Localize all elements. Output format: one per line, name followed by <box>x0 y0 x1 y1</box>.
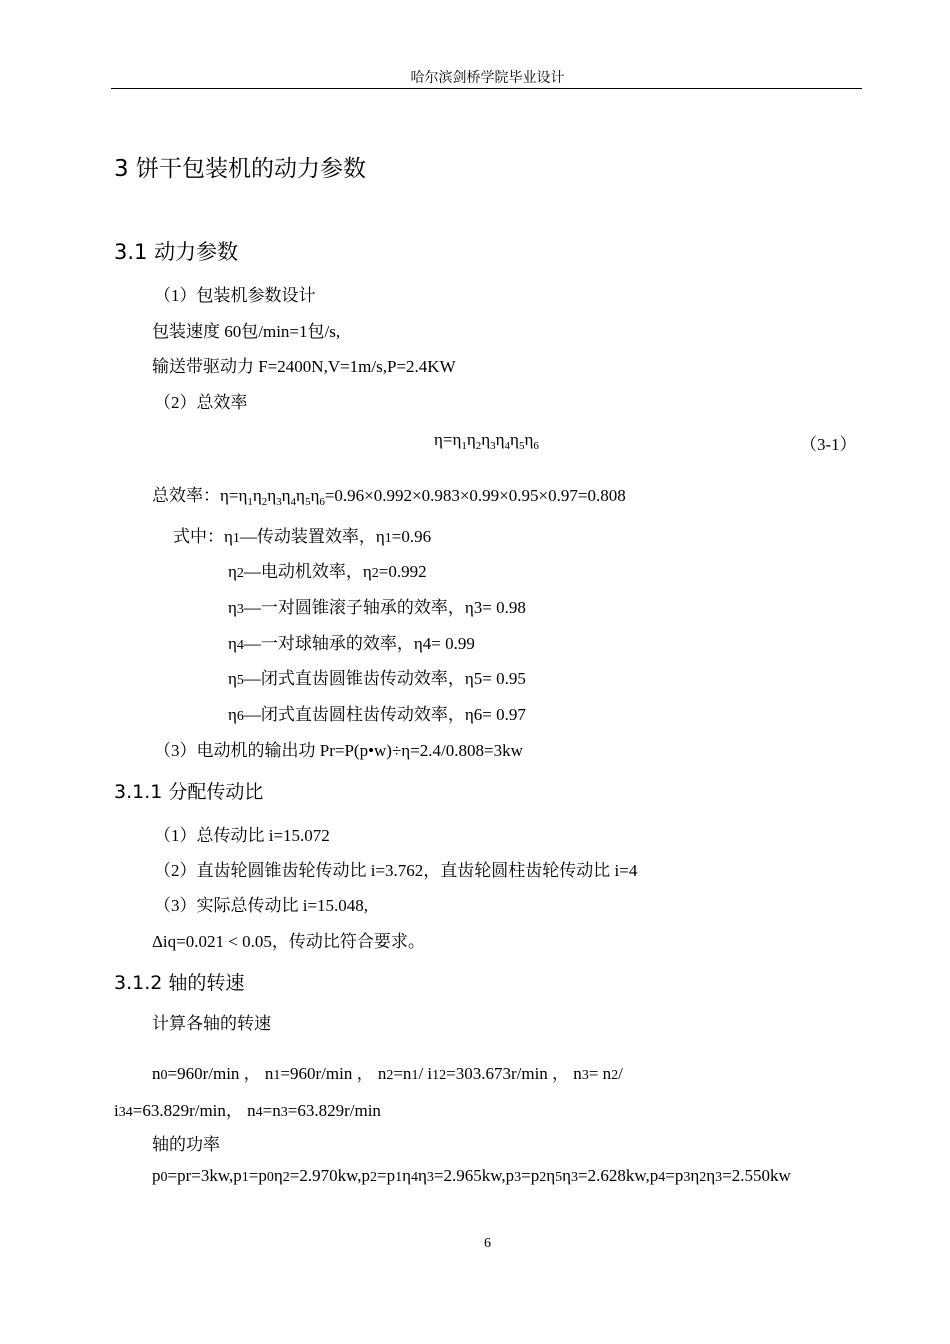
where-eta: η <box>228 669 237 688</box>
power-text: p <box>152 1166 161 1185</box>
where-eta: η <box>228 562 237 581</box>
power-sub: 0 <box>266 1170 274 1185</box>
page-header-title: 哈尔滨剑桥学院毕业设计 <box>410 71 565 86</box>
where-sub: 4 <box>236 638 244 653</box>
power-sub: 1 <box>395 1170 403 1185</box>
ratio-line-3: （3）实际总传动比 i=15.048, <box>154 896 369 915</box>
power-sub: 2 <box>539 1170 547 1185</box>
speed-sub: 4 <box>255 1105 263 1120</box>
total-eff-eta: η <box>310 486 320 505</box>
where-line-2 <box>228 557 427 582</box>
power-text: =2.628kw,p <box>578 1166 659 1185</box>
where-sub: 2 <box>371 566 379 581</box>
params-item-2: （2）总效率 <box>154 393 248 412</box>
power-text: η <box>418 1166 427 1185</box>
speed-sub: 2 <box>611 1068 619 1083</box>
where-text: —闭式直齿圆锥齿传动效率，η5= 0.95 <box>243 669 526 688</box>
where-text: —闭式直齿圆柱齿传动效率，η6= 0.97 <box>243 705 526 724</box>
formula-sub: 3 <box>490 440 496 452</box>
shaft-speeds-line-1 <box>152 1059 623 1084</box>
shaft-power-line <box>152 1166 791 1186</box>
speed-text: =960r/min ， n <box>280 1064 387 1083</box>
total-eff-label: 总效率：η=η <box>152 486 248 505</box>
power-sub: 3 <box>571 1170 579 1185</box>
formula-eta: η <box>524 430 534 449</box>
where-eta: η <box>228 634 237 653</box>
where-text: —一对球轴承的效率，η4= 0.99 <box>243 634 475 653</box>
where-text: —传动装置效率，η <box>239 527 385 546</box>
total-eff-sub: 1 <box>247 496 253 508</box>
power-sub: 2 <box>370 1170 378 1185</box>
power-text: =p <box>377 1166 396 1185</box>
where-sub: 3 <box>236 602 244 617</box>
where-line-1 <box>173 522 431 547</box>
section-title: 3.1 动力参数 <box>114 240 239 264</box>
speed-text: n <box>152 1064 161 1083</box>
params-item-1: （1）包装机参数设计 <box>154 286 316 305</box>
power-sub: 3 <box>426 1170 434 1185</box>
where-sub: 5 <box>236 673 244 688</box>
where-sub: 2 <box>236 566 244 581</box>
power-text: =p <box>521 1166 540 1185</box>
where-sub: 1 <box>232 531 240 546</box>
total-eff-sub: 6 <box>319 496 325 508</box>
total-eff-sub: 3 <box>276 496 282 508</box>
speed-text: =303.673r/min ， n <box>446 1064 582 1083</box>
where-value: =0.96 <box>391 527 432 546</box>
power-sub: 5 <box>555 1170 563 1185</box>
equation-number: （3-1） <box>800 435 857 454</box>
ratio-check: Δiq=0.021 < 0.05，传动比符合要求。 <box>152 932 425 951</box>
total-eff-sub: 4 <box>290 496 297 508</box>
power-text: =2.965kw,p <box>433 1166 515 1185</box>
power-text: =2.550kw <box>722 1166 791 1185</box>
where-text: —电动机效率，η <box>243 562 372 581</box>
formula-eta: η <box>495 430 505 449</box>
formula-sub: 4 <box>504 440 511 452</box>
shaft-speeds-line-2 <box>114 1096 381 1121</box>
power-text: =p <box>248 1166 267 1185</box>
speed-text: =n <box>393 1064 412 1083</box>
total-efficiency <box>152 481 626 508</box>
speed-text: i <box>114 1101 119 1120</box>
formula-sub: 1 <box>461 440 467 452</box>
where-line-3 <box>228 593 526 618</box>
power-sub: 1 <box>241 1170 249 1185</box>
header-rule <box>111 88 862 89</box>
ratio-line-2: （2）直齿轮圆锥齿轮传动比 i=3.762，直齿轮圆柱齿轮传动比 i=4 <box>154 861 638 880</box>
total-eff-sub: 5 <box>304 496 311 508</box>
speed-sub: 1 <box>411 1068 419 1083</box>
speed-text: =63.829r/min <box>287 1101 381 1120</box>
speed-text: / <box>618 1064 623 1083</box>
speed-text: / i <box>418 1064 433 1083</box>
formula-eta: η <box>481 430 491 449</box>
where-sub: 6 <box>236 709 244 724</box>
where-line-6 <box>228 700 526 725</box>
ratio-line-1: （1）总传动比 i=15.072 <box>154 826 330 845</box>
total-eff-sub: 2 <box>261 496 268 508</box>
speed-text: =960r/min ， n <box>167 1064 274 1083</box>
speed-sub: 1 <box>273 1068 281 1083</box>
where-sub: 1 <box>384 531 392 546</box>
where-value: =0.992 <box>378 562 427 581</box>
power-sub: 4 <box>658 1170 666 1185</box>
chapter-title: 3 饼干包装机的动力参数 <box>114 156 366 182</box>
speed-sub: 34 <box>118 1105 133 1120</box>
subsection-3-1-2-title: 3.1.2 轴的转速 <box>114 972 245 994</box>
power-text: η <box>562 1166 572 1185</box>
formula-sub: 5 <box>518 440 525 452</box>
power-text: η <box>546 1166 556 1185</box>
total-eff-eta: η <box>267 486 277 505</box>
power-sub: 2 <box>699 1170 707 1185</box>
total-eff-eta: η <box>252 486 262 505</box>
total-eff-eta: η <box>281 486 291 505</box>
power-text: =p <box>665 1166 684 1185</box>
formula-eta: η <box>510 430 519 449</box>
where-line-5 <box>228 664 526 689</box>
belt-drive-force: 输送带驱动力 F=2400N,V=1m/s,P=2.4KW <box>152 357 456 376</box>
where-line-4 <box>228 629 475 654</box>
power-sub: 3 <box>715 1170 723 1185</box>
power-text: =2.970kw,p <box>289 1166 371 1185</box>
speed-text: = n <box>588 1064 612 1083</box>
speed-text: =63.829r/min， n <box>132 1101 256 1120</box>
efficiency-formula <box>434 430 539 452</box>
power-sub: 4 <box>411 1170 418 1185</box>
speed-sub: 3 <box>280 1105 288 1120</box>
speed-sub: 12 <box>432 1068 447 1083</box>
where-eta: η <box>228 598 237 617</box>
formula-lhs: η=η <box>434 430 462 449</box>
where-eta: η <box>228 705 237 724</box>
power-sub: 3 <box>683 1170 691 1185</box>
total-eff-product: =0.96×0.992×0.983×0.99×0.95×0.97=0.808 <box>324 486 626 505</box>
power-text: η <box>402 1166 411 1185</box>
formula-eta: η <box>466 430 476 449</box>
formula-sub: 2 <box>475 440 482 452</box>
power-text: η <box>690 1166 700 1185</box>
power-sub: 0 <box>160 1170 168 1185</box>
power-text: =pr=3kw,p <box>167 1166 242 1185</box>
where-intro: 式中：η <box>173 527 233 546</box>
subsection-3-1-1-title: 3.1.1 分配传动比 <box>114 781 264 803</box>
where-text: —一对圆锥滚子轴承的效率，η3= 0.98 <box>243 598 526 617</box>
speed-sub: 3 <box>581 1068 589 1083</box>
speed-sub: 2 <box>386 1068 394 1083</box>
power-sub: 3 <box>514 1170 522 1185</box>
motor-output: （3）电动机的输出功 Pr=P(p•w)÷η=2.4/0.808=3kw <box>154 741 523 760</box>
power-sub: 2 <box>282 1170 290 1185</box>
power-text: η <box>273 1166 283 1185</box>
shaft-power-label: 轴的功率 <box>152 1135 220 1154</box>
formula-sub: 6 <box>533 440 539 452</box>
total-eff-eta: η <box>296 486 305 505</box>
packaging-speed: 包装速度 60包/min=1包/s, <box>152 322 341 341</box>
calc-speed-label: 计算各轴的转速 <box>152 1014 271 1033</box>
page-number: 6 <box>484 1236 491 1251</box>
speed-text: =n <box>262 1101 281 1120</box>
speed-sub: 0 <box>160 1068 168 1083</box>
power-text: η <box>706 1166 716 1185</box>
